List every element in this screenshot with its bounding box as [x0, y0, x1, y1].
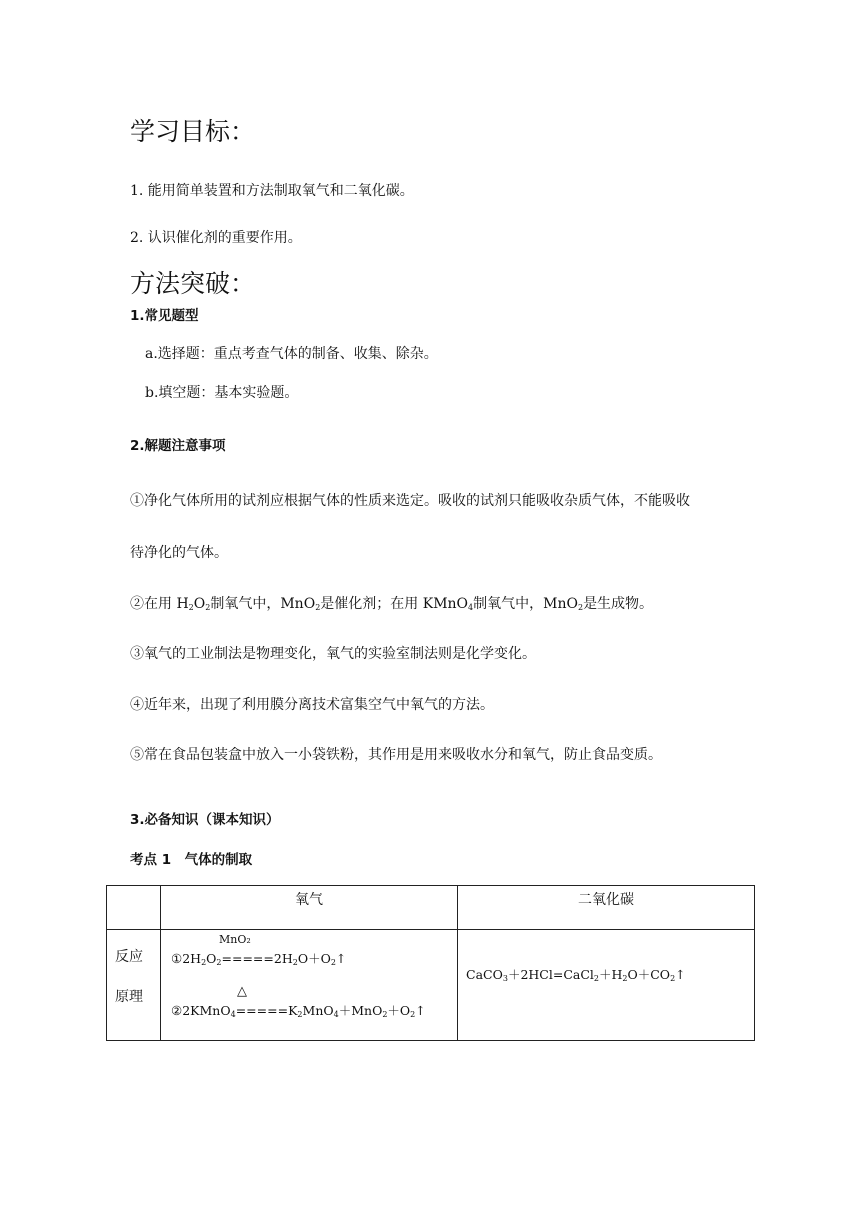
note-1-line-2: 待净化的气体。 [130, 545, 228, 561]
catalyst-label: MnO₂ [219, 933, 251, 946]
table-header-row [107, 886, 755, 930]
note-4: ④近年来，出现了利用膜分离技术富集空气中氧气的方法。 [130, 697, 494, 713]
gas-preparation-table [106, 885, 755, 1041]
heat-condition-icon: △ [237, 984, 247, 999]
question-type-a: a.选择题：重点考查气体的制备、收集、除杂。 [145, 346, 438, 362]
section2-title: 2.解题注意事项 [130, 438, 226, 454]
header-oxygen: 氧气 [161, 886, 458, 930]
row-label-cell [107, 930, 161, 1041]
note-1-line-1: ①净化气体所用的试剂应根据气体的性质来选定。吸收的试剂只能吸收杂质气体，不能吸收 [130, 493, 690, 509]
point-1-title: 考点 1 气体的制取 [130, 852, 253, 868]
gas-arrow-icon: ↑ [335, 951, 347, 966]
methods-heading: 方法突破： [130, 269, 256, 298]
row-label-line-1: 反应 [115, 949, 143, 965]
note-5: ⑤常在食品包装盒中放入一小袋铁粉，其作用是用来吸收水分和氧气，防止食品变质。 [130, 747, 662, 763]
carbon-dioxide-equation: $CaCO_3+2HCl=CaCl_2+H_2O+CO_2↑$ [466, 967, 686, 983]
objectives-heading: 学习目标： [130, 117, 256, 146]
carbon-dioxide-reaction-cell [458, 930, 755, 1041]
oxygen-equation-1: $①2H_2O_2=====2H_2O+O_2↑$ [171, 951, 347, 967]
section1-title: 1.常见题型 [130, 308, 199, 324]
header-empty-cell [107, 886, 161, 930]
gas-arrow-icon: ↑ [415, 1003, 426, 1018]
question-type-b: b.填空题：基本实验题。 [145, 385, 299, 401]
note-3: ③氧气的工业制法是物理变化，氧气的实验室制法则是化学变化。 [130, 646, 536, 662]
note-2: ②在用 $H_2O_2$制氧气中，MnO$_2$是催化剂；在用 KMnO$_4$制氧气中，MnO$_2$是生成物。 [130, 596, 654, 612]
row-label-line-2: 原理 [115, 989, 143, 1005]
objective-item-2: 2. 认识催化剂的重要作用。 [130, 230, 302, 246]
section3-title: 3.必备知识（课本知识） [130, 812, 280, 828]
reaction-principle-row [107, 930, 755, 1041]
oxygen-reaction-cell [161, 930, 458, 1041]
oxygen-equation-2: $②2KMnO_4=====K_2MnO_4+MnO_2+O_2↑$ [171, 1003, 426, 1019]
gas-arrow-icon: ↑ [675, 967, 686, 982]
header-carbon-dioxide: 二氧化碳 [458, 886, 755, 930]
objective-item-1: 1. 能用简单装置和方法制取氧气和二氧化碳。 [130, 183, 414, 199]
